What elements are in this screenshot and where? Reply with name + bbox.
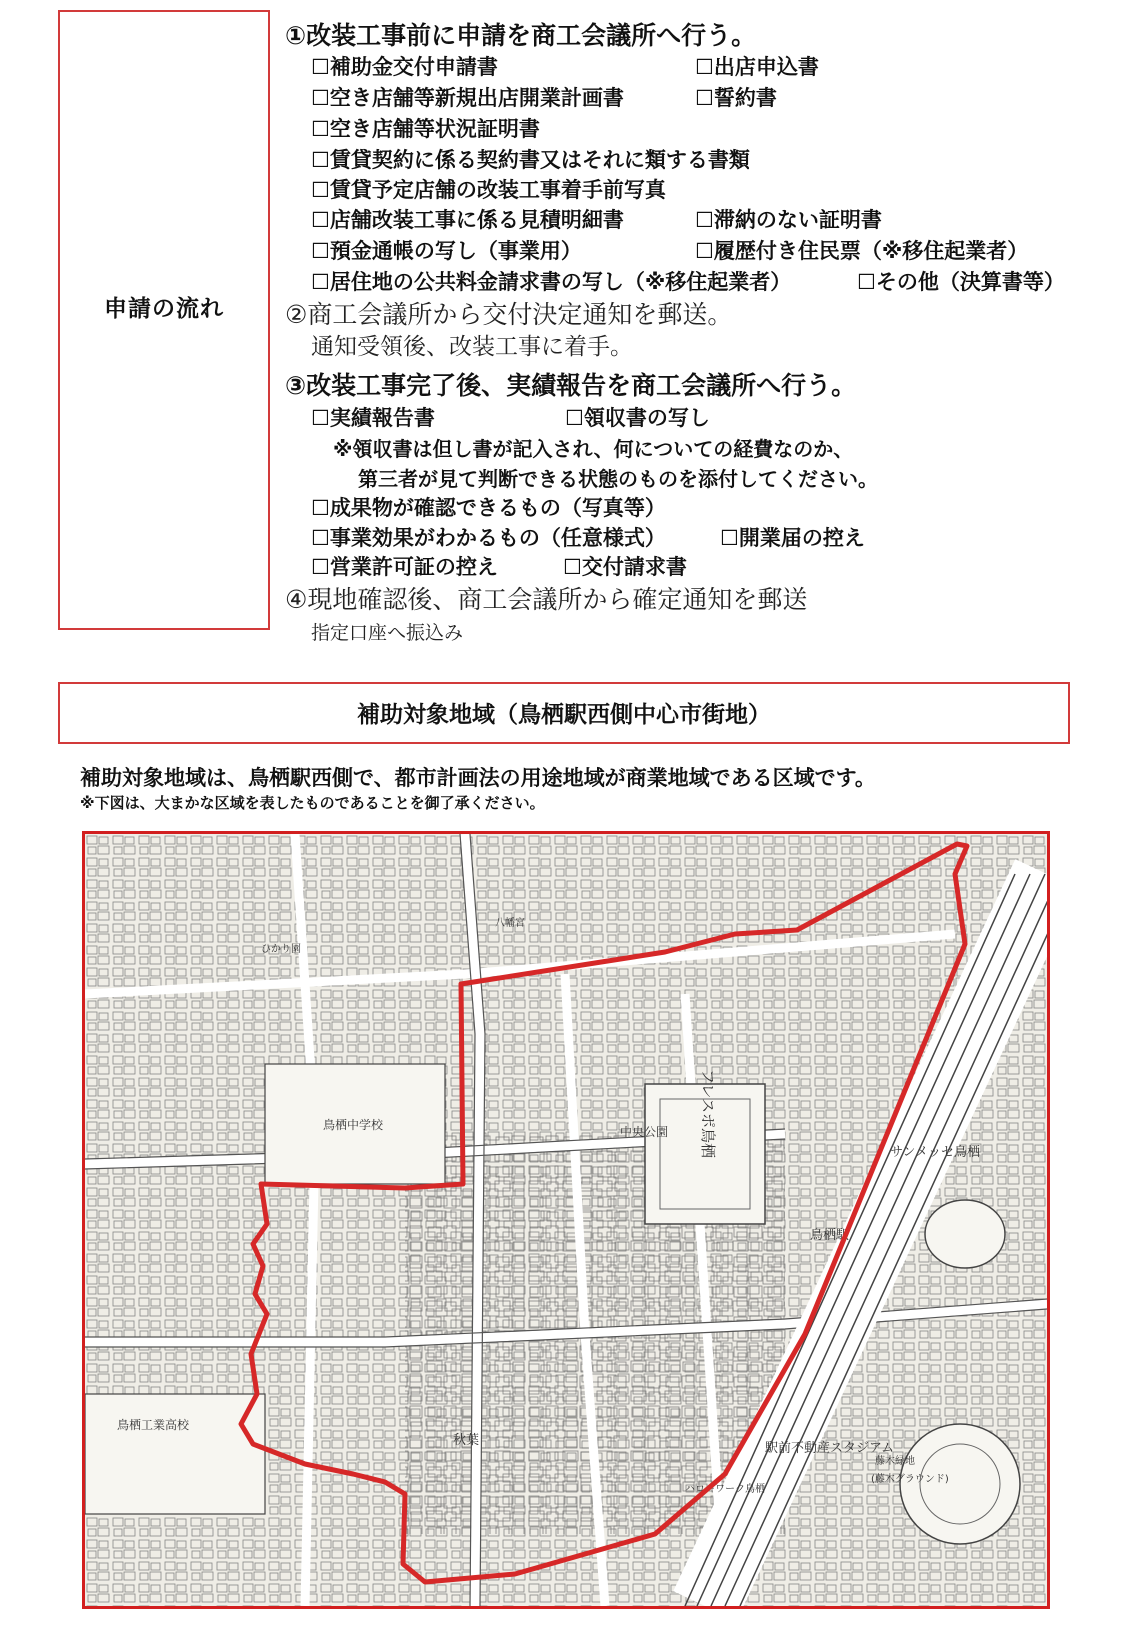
step-2-heading: ②商工会議所から交付決定通知を郵送。 bbox=[285, 300, 733, 329]
map-label-stadium: 駅前不動産スタジアム bbox=[765, 1441, 895, 1456]
receipt-note-line-2: 第三者が見て判断できる状態のものを添付してください。 bbox=[358, 467, 878, 491]
map-svg bbox=[85, 834, 1047, 1606]
area-title: 補助対象地域（鳥栖駅西側中心市街地） bbox=[357, 702, 771, 728]
map-label-central-park: 中央公園 bbox=[620, 1125, 669, 1139]
doc-item: ☐預金通帳の写し（事業用） bbox=[311, 239, 582, 263]
doc-item: ☐賃貸契約に係る契約書又はそれに類する書類 bbox=[311, 148, 750, 172]
doc-item: ☐居住地の公共料金請求書の写し（※移住起業者） bbox=[311, 270, 792, 294]
area-note: ※下図は、大まかな区域を表したものであることを御了承ください。 bbox=[80, 794, 545, 812]
doc-item: ☐営業許可証の控え bbox=[311, 555, 498, 579]
doc-item: ☐賃貸予定店舗の改装工事着手前写真 bbox=[311, 178, 666, 202]
doc-item: ☐空き店舗等新規出店開業計画書 bbox=[311, 86, 624, 110]
doc-item: ☐事業効果がわかるもの（任意様式） bbox=[311, 526, 666, 550]
doc-item: ☐実績報告書 bbox=[311, 406, 435, 430]
doc-item: ☐成果物が確認できるもの（写真等） bbox=[311, 496, 666, 520]
map-label-sunmesse: サンメッセ鳥栖 bbox=[890, 1145, 980, 1160]
map-label-fujinoki: 藤木緑地 bbox=[875, 1456, 915, 1467]
step-4-heading: ④現地確認後、商工会議所から確定通知を郵送 bbox=[285, 585, 808, 614]
doc-item: ☐空き店舗等状況証明書 bbox=[311, 117, 540, 141]
step-2-sub: 通知受領後、改装工事に着手。 bbox=[311, 334, 633, 360]
doc-item: ☐開業届の控え bbox=[720, 526, 865, 550]
area-map bbox=[82, 831, 1050, 1609]
map-label-fresupo: フレスポ鳥栖 bbox=[699, 1069, 717, 1158]
tech-high-grounds bbox=[85, 1394, 265, 1514]
doc-item: ☐領収書の写し bbox=[565, 406, 710, 430]
step-1-heading: ①改装工事前に申請を商工会議所へ行う。 bbox=[285, 21, 757, 50]
doc-item: ☐履歴付き住民票（※移住起業者） bbox=[695, 239, 1029, 263]
doc-item: ☐誓約書 bbox=[695, 86, 777, 110]
sunmesse-shape bbox=[925, 1200, 1005, 1268]
receipt-note-line-1: ※領収書は但し書が記入され、何についての経費なのか、 bbox=[333, 437, 854, 461]
doc-item: ☐店舗改装工事に係る見積明細書 bbox=[311, 208, 624, 232]
map-label-fujinoki-ground: (藤木グラウンド) bbox=[871, 1474, 949, 1485]
map-label-hikari: ひかり園 bbox=[261, 944, 301, 955]
map-label-tech-high: 鳥栖工業高校 bbox=[117, 1418, 190, 1432]
map-label-akiba: 秋葉 bbox=[453, 1433, 480, 1448]
doc-item: ☐交付請求書 bbox=[563, 555, 687, 579]
doc-item: ☐滞納のない証明書 bbox=[695, 208, 882, 232]
area-description: 補助対象地域は、鳥栖駅西側で、都市計画法の用途地域が商業地域である区域です。 bbox=[80, 766, 876, 790]
map-label-hachimangu: 八幡宮 bbox=[495, 918, 525, 929]
map-label-station: 鳥栖駅 bbox=[810, 1228, 850, 1243]
step-3-heading: ③改装工事完了後、実績報告を商工会議所へ行う。 bbox=[285, 371, 857, 400]
doc-item: ☐補助金交付申請書 bbox=[311, 55, 498, 79]
map-label-junior-high: 鳥栖中学校 bbox=[323, 1118, 384, 1132]
map-label-hellowork: ハローワーク鳥栖 bbox=[685, 1484, 765, 1495]
doc-item: ☐その他（決算書等） bbox=[857, 270, 1065, 294]
doc-item: ☐出店申込書 bbox=[695, 55, 819, 79]
flow-title: 申請の流れ bbox=[104, 296, 224, 322]
step-4-sub: 指定口座へ振込み bbox=[311, 622, 464, 644]
